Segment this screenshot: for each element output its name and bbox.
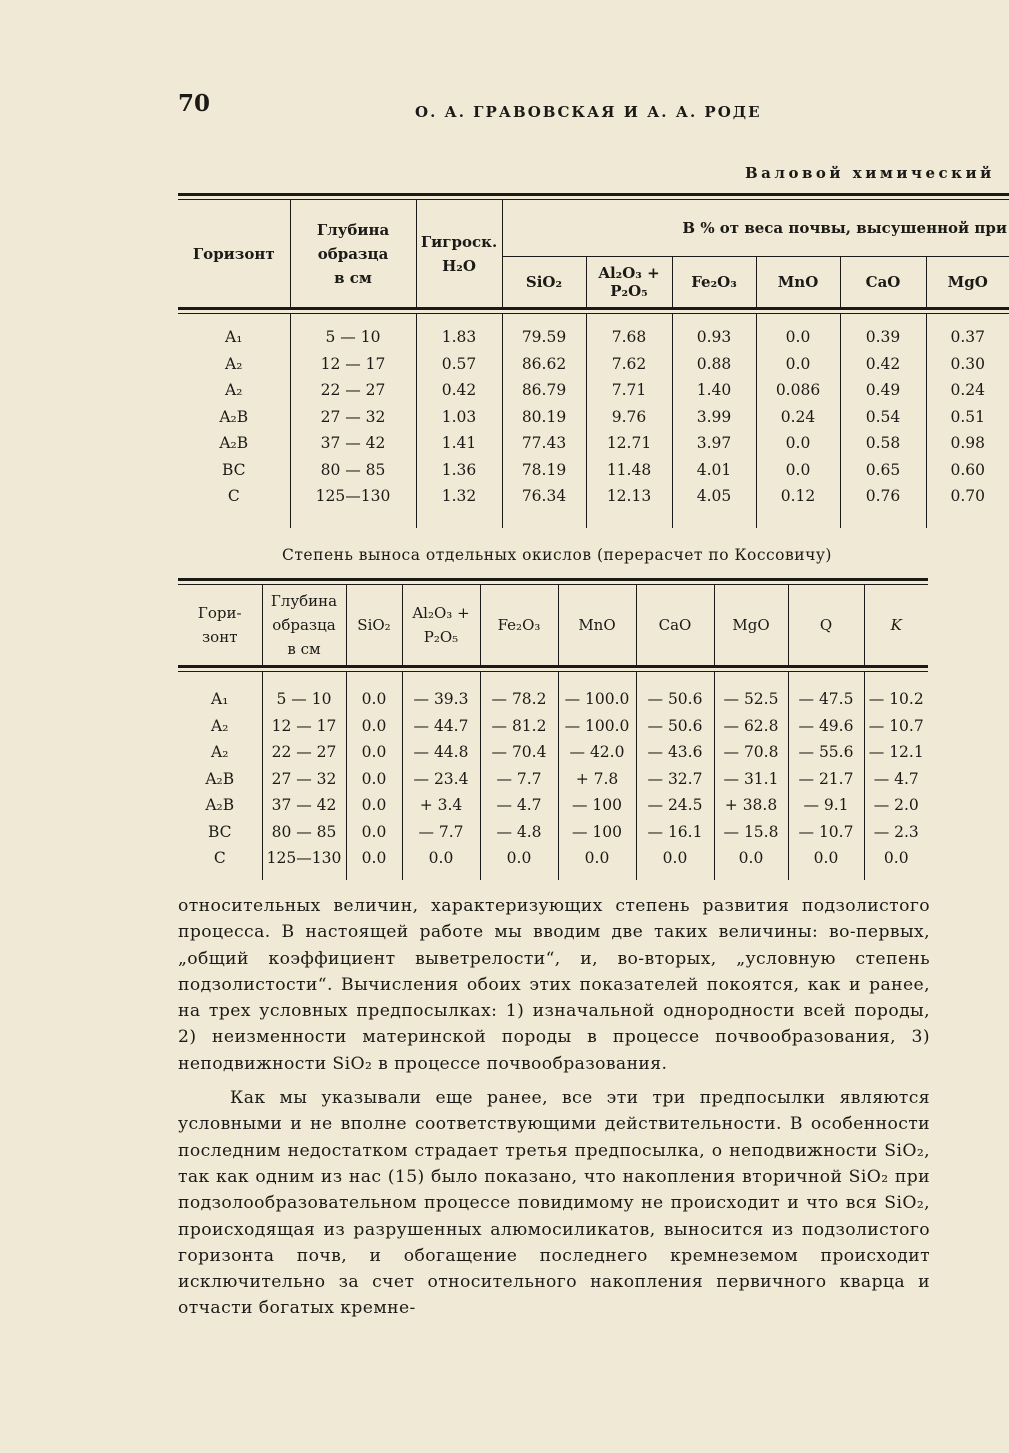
table-row xyxy=(178,457,1009,484)
cell-mgo: — 31.1 xyxy=(714,766,788,793)
cell-al2o3: — 44.8 xyxy=(402,739,480,766)
cell-fe2o3: — 81.2 xyxy=(480,713,558,740)
header-sio2: SiO₂ xyxy=(502,257,586,309)
cell-h2o: 0.42 xyxy=(416,377,502,404)
page-number: 70 xyxy=(178,90,211,117)
cell-mgo: — 70.8 xyxy=(714,739,788,766)
body-text xyxy=(178,893,930,1322)
cell-mno: 0.24 xyxy=(756,404,840,431)
header-k: K xyxy=(890,616,902,634)
cell-depth: 27 — 32 xyxy=(290,404,416,431)
cell-mno: 0.0 xyxy=(756,351,840,378)
cell-mno: 0.0 xyxy=(756,430,840,457)
header-mgo: MgO xyxy=(926,257,1009,309)
cell-mgo: 0.51 xyxy=(950,407,985,426)
table-row xyxy=(178,672,928,713)
cell-mgo: 0.30 xyxy=(950,354,985,373)
cell-horizon: A₂ xyxy=(178,739,262,766)
cell-k: — 12.1 xyxy=(868,743,924,762)
cell-horizon: A₂ xyxy=(178,377,290,404)
cell-mno: — 42.0 xyxy=(558,739,636,766)
cell-al2o3: 9.76 xyxy=(586,404,672,431)
cell-mno: 0.0 xyxy=(558,845,636,872)
cell-k: — 2.0 xyxy=(873,796,919,815)
table-row xyxy=(178,377,1009,404)
cell-horizon: A₁ xyxy=(178,314,290,351)
header-cao: CaO xyxy=(636,585,714,667)
cell-k: — 10.2 xyxy=(868,690,924,709)
cell-sio2: 0.0 xyxy=(346,739,402,766)
cell-cao: — 50.6 xyxy=(636,672,714,713)
cell-fe2o3: 0.93 xyxy=(672,314,756,351)
table-row xyxy=(178,483,1009,510)
cell-horizon: A₂B xyxy=(178,404,290,431)
header-depth: Глубина образца в см xyxy=(290,200,416,309)
cell-cao: 0.0 xyxy=(636,845,714,872)
cell-h2o: 1.03 xyxy=(416,404,502,431)
cell-depth: 12 — 17 xyxy=(290,351,416,378)
cell-cao: 0.49 xyxy=(840,377,926,404)
cell-cao: — 24.5 xyxy=(636,792,714,819)
cell-al2o3: 11.48 xyxy=(586,457,672,484)
cell-depth: 12 — 17 xyxy=(262,713,346,740)
header-hygro: Гигроск. H₂O xyxy=(416,200,502,309)
cell-mgo: — 15.8 xyxy=(714,819,788,846)
cell-al2o3: — 23.4 xyxy=(402,766,480,793)
header-mno: MnO xyxy=(756,257,840,309)
cell-depth: 22 — 27 xyxy=(290,377,416,404)
cell-fe2o3: — 4.8 xyxy=(480,819,558,846)
cell-cao: 0.54 xyxy=(840,404,926,431)
cell-depth: 125—130 xyxy=(290,483,416,510)
cell-depth: 80 — 85 xyxy=(290,457,416,484)
cell-cao: — 32.7 xyxy=(636,766,714,793)
cell-mgo: 0.0 xyxy=(714,845,788,872)
cell-al2o3: 0.0 xyxy=(402,845,480,872)
cell-mno: 0.086 xyxy=(756,377,840,404)
table-row xyxy=(178,819,928,846)
cell-cao: 0.58 xyxy=(840,430,926,457)
cell-h2o: 1.32 xyxy=(416,483,502,510)
table1-caption: Валовой химический xyxy=(745,164,995,182)
cell-mgo: — 52.5 xyxy=(714,672,788,713)
chemical-composition-table xyxy=(178,193,1009,528)
cell-al2o3: 7.71 xyxy=(586,377,672,404)
cell-k: 0.0 xyxy=(883,849,909,868)
cell-sio2: 0.0 xyxy=(346,713,402,740)
cell-h2o: 1.83 xyxy=(416,314,502,351)
cell-fe2o3: 3.97 xyxy=(672,430,756,457)
cell-fe2o3: 3.99 xyxy=(672,404,756,431)
cell-q: 0.0 xyxy=(788,845,864,872)
cell-sio2: 80.19 xyxy=(502,404,586,431)
header-sio2: SiO₂ xyxy=(346,585,402,667)
cell-fe2o3: — 78.2 xyxy=(480,672,558,713)
header-al2o3: Al₂O₃ + P₂O₅ xyxy=(402,585,480,667)
cell-sio2: 76.34 xyxy=(502,483,586,510)
cell-q: — 9.1 xyxy=(788,792,864,819)
cell-depth: 27 — 32 xyxy=(262,766,346,793)
cell-mgo: 0.70 xyxy=(950,487,985,506)
cell-mno: — 100.0 xyxy=(558,713,636,740)
cell-al2o3: — 7.7 xyxy=(402,819,480,846)
cell-al2o3: — 39.3 xyxy=(402,672,480,713)
cell-q: — 21.7 xyxy=(788,766,864,793)
cell-al2o3: 7.62 xyxy=(586,351,672,378)
cell-fe2o3: 0.0 xyxy=(480,845,558,872)
cell-al2o3: — 44.7 xyxy=(402,713,480,740)
cell-q: — 49.6 xyxy=(788,713,864,740)
cell-sio2: 86.79 xyxy=(502,377,586,404)
cell-sio2: 0.0 xyxy=(346,672,402,713)
table-row xyxy=(178,792,928,819)
cell-horizon: BC xyxy=(178,457,290,484)
cell-mgo: 0.37 xyxy=(950,328,985,347)
cell-mgo: + 38.8 xyxy=(714,792,788,819)
cell-fe2o3: — 70.4 xyxy=(480,739,558,766)
cell-q: — 47.5 xyxy=(788,672,864,713)
cell-cao: — 16.1 xyxy=(636,819,714,846)
cell-mno: + 7.8 xyxy=(558,766,636,793)
cell-cao: 0.76 xyxy=(840,483,926,510)
cell-horizon: A₁ xyxy=(178,672,262,713)
cell-mno: 0.0 xyxy=(756,314,840,351)
cell-sio2: 78.19 xyxy=(502,457,586,484)
paragraph: Как мы указывали еще ранее, все эти три предпосылки являются условными и не вполне соответствующими действительности. В особенности последним недостатком страдает третья предпосылка, о неподвижности SiO₂, так как одним из нас (15) было показано, что накопления вторичной SiO₂ при подзолообразовательном процессе повидимому не происходит и что вся SiO₂, происходящая из разрушенных алюмосиликатов, выносится из подзолистого горизонта почв, и обогащение последнего кремнеземом происходит исключительно за счет относительного накопления первичного кварца и отчасти богатых кремне- xyxy=(178,1088,930,1319)
cell-fe2o3: 4.05 xyxy=(672,483,756,510)
header-cao: CaO xyxy=(840,257,926,309)
cell-k: — 10.7 xyxy=(868,716,924,735)
cell-sio2: 0.0 xyxy=(346,819,402,846)
oxide-removal-table xyxy=(178,578,928,880)
cell-horizon: A₂ xyxy=(178,351,290,378)
cell-q: — 55.6 xyxy=(788,739,864,766)
header-mno: MnO xyxy=(558,585,636,667)
cell-depth: 37 — 42 xyxy=(262,792,346,819)
cell-depth: 125—130 xyxy=(262,845,346,872)
cell-horizon: C xyxy=(178,483,290,510)
cell-fe2o3: 1.40 xyxy=(672,377,756,404)
header-q: Q xyxy=(788,585,864,667)
table-row xyxy=(178,351,1009,378)
cell-al2o3: + 3.4 xyxy=(402,792,480,819)
cell-sio2: 0.0 xyxy=(346,766,402,793)
table-row xyxy=(178,404,1009,431)
cell-h2o: 1.36 xyxy=(416,457,502,484)
cell-depth: 5 — 10 xyxy=(262,672,346,713)
table-row xyxy=(178,739,928,766)
cell-k: — 4.7 xyxy=(873,769,919,788)
table-row xyxy=(178,845,928,872)
cell-al2o3: 12.71 xyxy=(586,430,672,457)
table-row xyxy=(178,314,1009,351)
cell-horizon: BC xyxy=(178,819,262,846)
cell-mgo: — 62.8 xyxy=(714,713,788,740)
cell-fe2o3: 0.88 xyxy=(672,351,756,378)
cell-mno: — 100 xyxy=(558,819,636,846)
cell-mno: 0.0 xyxy=(756,457,840,484)
cell-sio2: 77.43 xyxy=(502,430,586,457)
cell-horizon: A₂B xyxy=(178,792,262,819)
cell-sio2: 0.0 xyxy=(346,792,402,819)
header-horizon: Горизонт xyxy=(178,200,290,309)
header-mgo: MgO xyxy=(714,585,788,667)
cell-mgo: 0.24 xyxy=(950,381,985,400)
cell-sio2: 0.0 xyxy=(346,845,402,872)
table-row xyxy=(178,766,928,793)
table-row xyxy=(178,430,1009,457)
cell-h2o: 0.57 xyxy=(416,351,502,378)
cell-cao: — 43.6 xyxy=(636,739,714,766)
header-al2o3: Al₂O₃ + P₂O₅ xyxy=(586,257,672,309)
header-fe2o3: Fe₂O₃ xyxy=(672,257,756,309)
cell-h2o: 1.41 xyxy=(416,430,502,457)
cell-q: — 10.7 xyxy=(788,819,864,846)
cell-horizon: A₂ xyxy=(178,713,262,740)
paragraph: относительных величин, характеризующих степень развития подзолистого процесса. В настоящей работе мы вводим две таких величины: во-первых, „общий коэффициент выветрелости“, и, во-вторых, „условную степень подзолистости“. Вычисления обоих этих показателей покоятся, как и ранее, на трех условных предпосылках: 1) изначальной однородности всей породы, 2) неизменности материнской породы в процессе почвообразования, 3) неподвижности SiO₂ в процессе почвообразования. xyxy=(178,896,930,1074)
cell-al2o3: 7.68 xyxy=(586,314,672,351)
running-head: О. А. ГРАВОВСКАЯ И А. А. РОДЕ xyxy=(415,103,762,121)
cell-sio2: 86.62 xyxy=(502,351,586,378)
header-horizon: Гори- зонт xyxy=(178,585,262,667)
cell-k: — 2.3 xyxy=(873,822,919,841)
cell-horizon: A₂B xyxy=(178,430,290,457)
header-group: В % от веса почвы, высушенной при xyxy=(682,219,1007,237)
table2-caption: Степень выноса отдельных окислов (перерасчет по Коссовичу) xyxy=(282,546,832,564)
cell-mgo: 0.98 xyxy=(950,434,985,453)
cell-cao: — 50.6 xyxy=(636,713,714,740)
cell-depth: 5 — 10 xyxy=(290,314,416,351)
cell-mgo: 0.60 xyxy=(950,460,985,479)
cell-cao: 0.42 xyxy=(840,351,926,378)
cell-fe2o3: — 7.7 xyxy=(480,766,558,793)
cell-horizon: A₂B xyxy=(178,766,262,793)
cell-cao: 0.65 xyxy=(840,457,926,484)
cell-sio2: 79.59 xyxy=(502,314,586,351)
cell-mno: 0.12 xyxy=(756,483,840,510)
cell-depth: 22 — 27 xyxy=(262,739,346,766)
cell-mno: — 100 xyxy=(558,792,636,819)
cell-al2o3: 12.13 xyxy=(586,483,672,510)
cell-cao: 0.39 xyxy=(840,314,926,351)
cell-fe2o3: 4.01 xyxy=(672,457,756,484)
table-row xyxy=(178,713,928,740)
cell-fe2o3: — 4.7 xyxy=(480,792,558,819)
header-fe2o3: Fe₂O₃ xyxy=(480,585,558,667)
header-depth: Глубина образца в см xyxy=(262,585,346,667)
cell-horizon: C xyxy=(178,845,262,872)
cell-depth: 37 — 42 xyxy=(290,430,416,457)
cell-depth: 80 — 85 xyxy=(262,819,346,846)
cell-mno: — 100.0 xyxy=(558,672,636,713)
